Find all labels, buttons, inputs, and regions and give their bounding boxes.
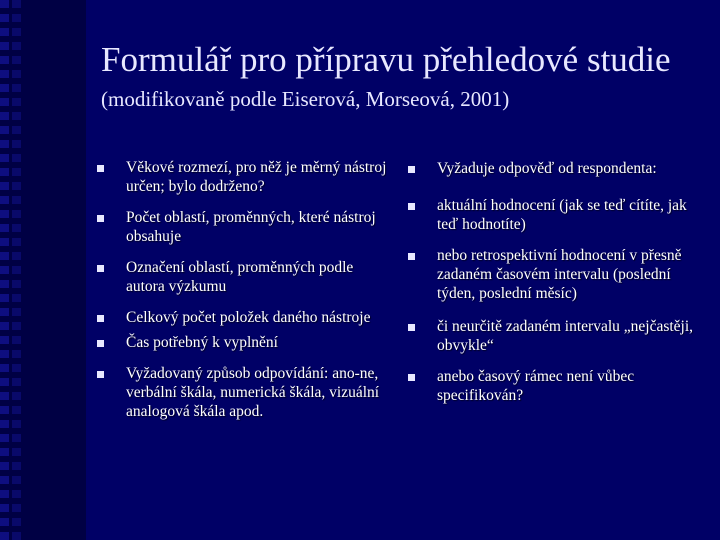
square-bullet-icon — [408, 166, 415, 173]
right-bullet-list — [408, 155, 708, 421]
list-item — [97, 208, 387, 246]
list-item — [97, 158, 387, 196]
decorative-side-strip — [0, 0, 86, 540]
list-item — [408, 159, 708, 178]
list-item-text: Počet oblastí, proměnných, které nástroj obsahuje — [126, 209, 376, 245]
list-item-text: Celkový počet položek daného nástroje — [126, 309, 371, 326]
list-item-text: aktuální hodnocení (jak se teď cítíte, jak teď hodnotíte) — [437, 197, 687, 233]
decorative-dot-column — [12, 0, 21, 540]
list-item-text: Vyžadovaný způsob odpovídání: ano-ne, verbální škála, numerická škála, vizuální analogová škála apod. — [126, 365, 380, 420]
square-bullet-icon — [408, 203, 415, 210]
list-item — [97, 364, 387, 421]
list-item-text: nebo retrospektivní hodnocení v přesně zadaném časovém intervalu (poslední týden, poslední měsíc) — [437, 247, 682, 302]
square-bullet-icon — [97, 265, 104, 272]
list-item — [97, 258, 387, 296]
slide-title: Formulář pro přípravu přehledové studie — [101, 40, 671, 79]
square-bullet-icon — [408, 324, 415, 331]
list-item — [408, 196, 708, 234]
slide-subtitle: (modifikovaně podle Eiserová, Morseová, 2001) — [101, 87, 510, 111]
left-bullet-list — [97, 155, 387, 433]
square-bullet-icon — [97, 215, 104, 222]
list-item — [97, 308, 387, 327]
list-item — [408, 317, 708, 355]
square-bullet-icon — [97, 371, 104, 378]
list-item — [408, 367, 708, 405]
list-item-text: či neurčitě zadaném intervalu „nejčastěji, obvykle“ — [437, 318, 694, 354]
list-item-text: Vyžaduje odpověď od respondenta: — [437, 160, 657, 177]
decorative-dot-column — [0, 0, 9, 540]
list-item — [97, 333, 387, 352]
list-item-text: Označení oblastí, proměnných podle autora výzkumu — [126, 259, 354, 295]
square-bullet-icon — [97, 315, 104, 322]
list-item — [408, 246, 708, 303]
square-bullet-icon — [97, 165, 104, 172]
square-bullet-icon — [97, 340, 104, 347]
square-bullet-icon — [408, 374, 415, 381]
list-item-text: Věkové rozmezí, pro něž je měrný nástroj určen; bylo dodrženo? — [126, 159, 387, 195]
square-bullet-icon — [408, 253, 415, 260]
list-item-text: anebo časový rámec není vůbec specifikován? — [437, 368, 635, 404]
list-item-text: Čas potřebný k vyplnění — [126, 334, 278, 351]
